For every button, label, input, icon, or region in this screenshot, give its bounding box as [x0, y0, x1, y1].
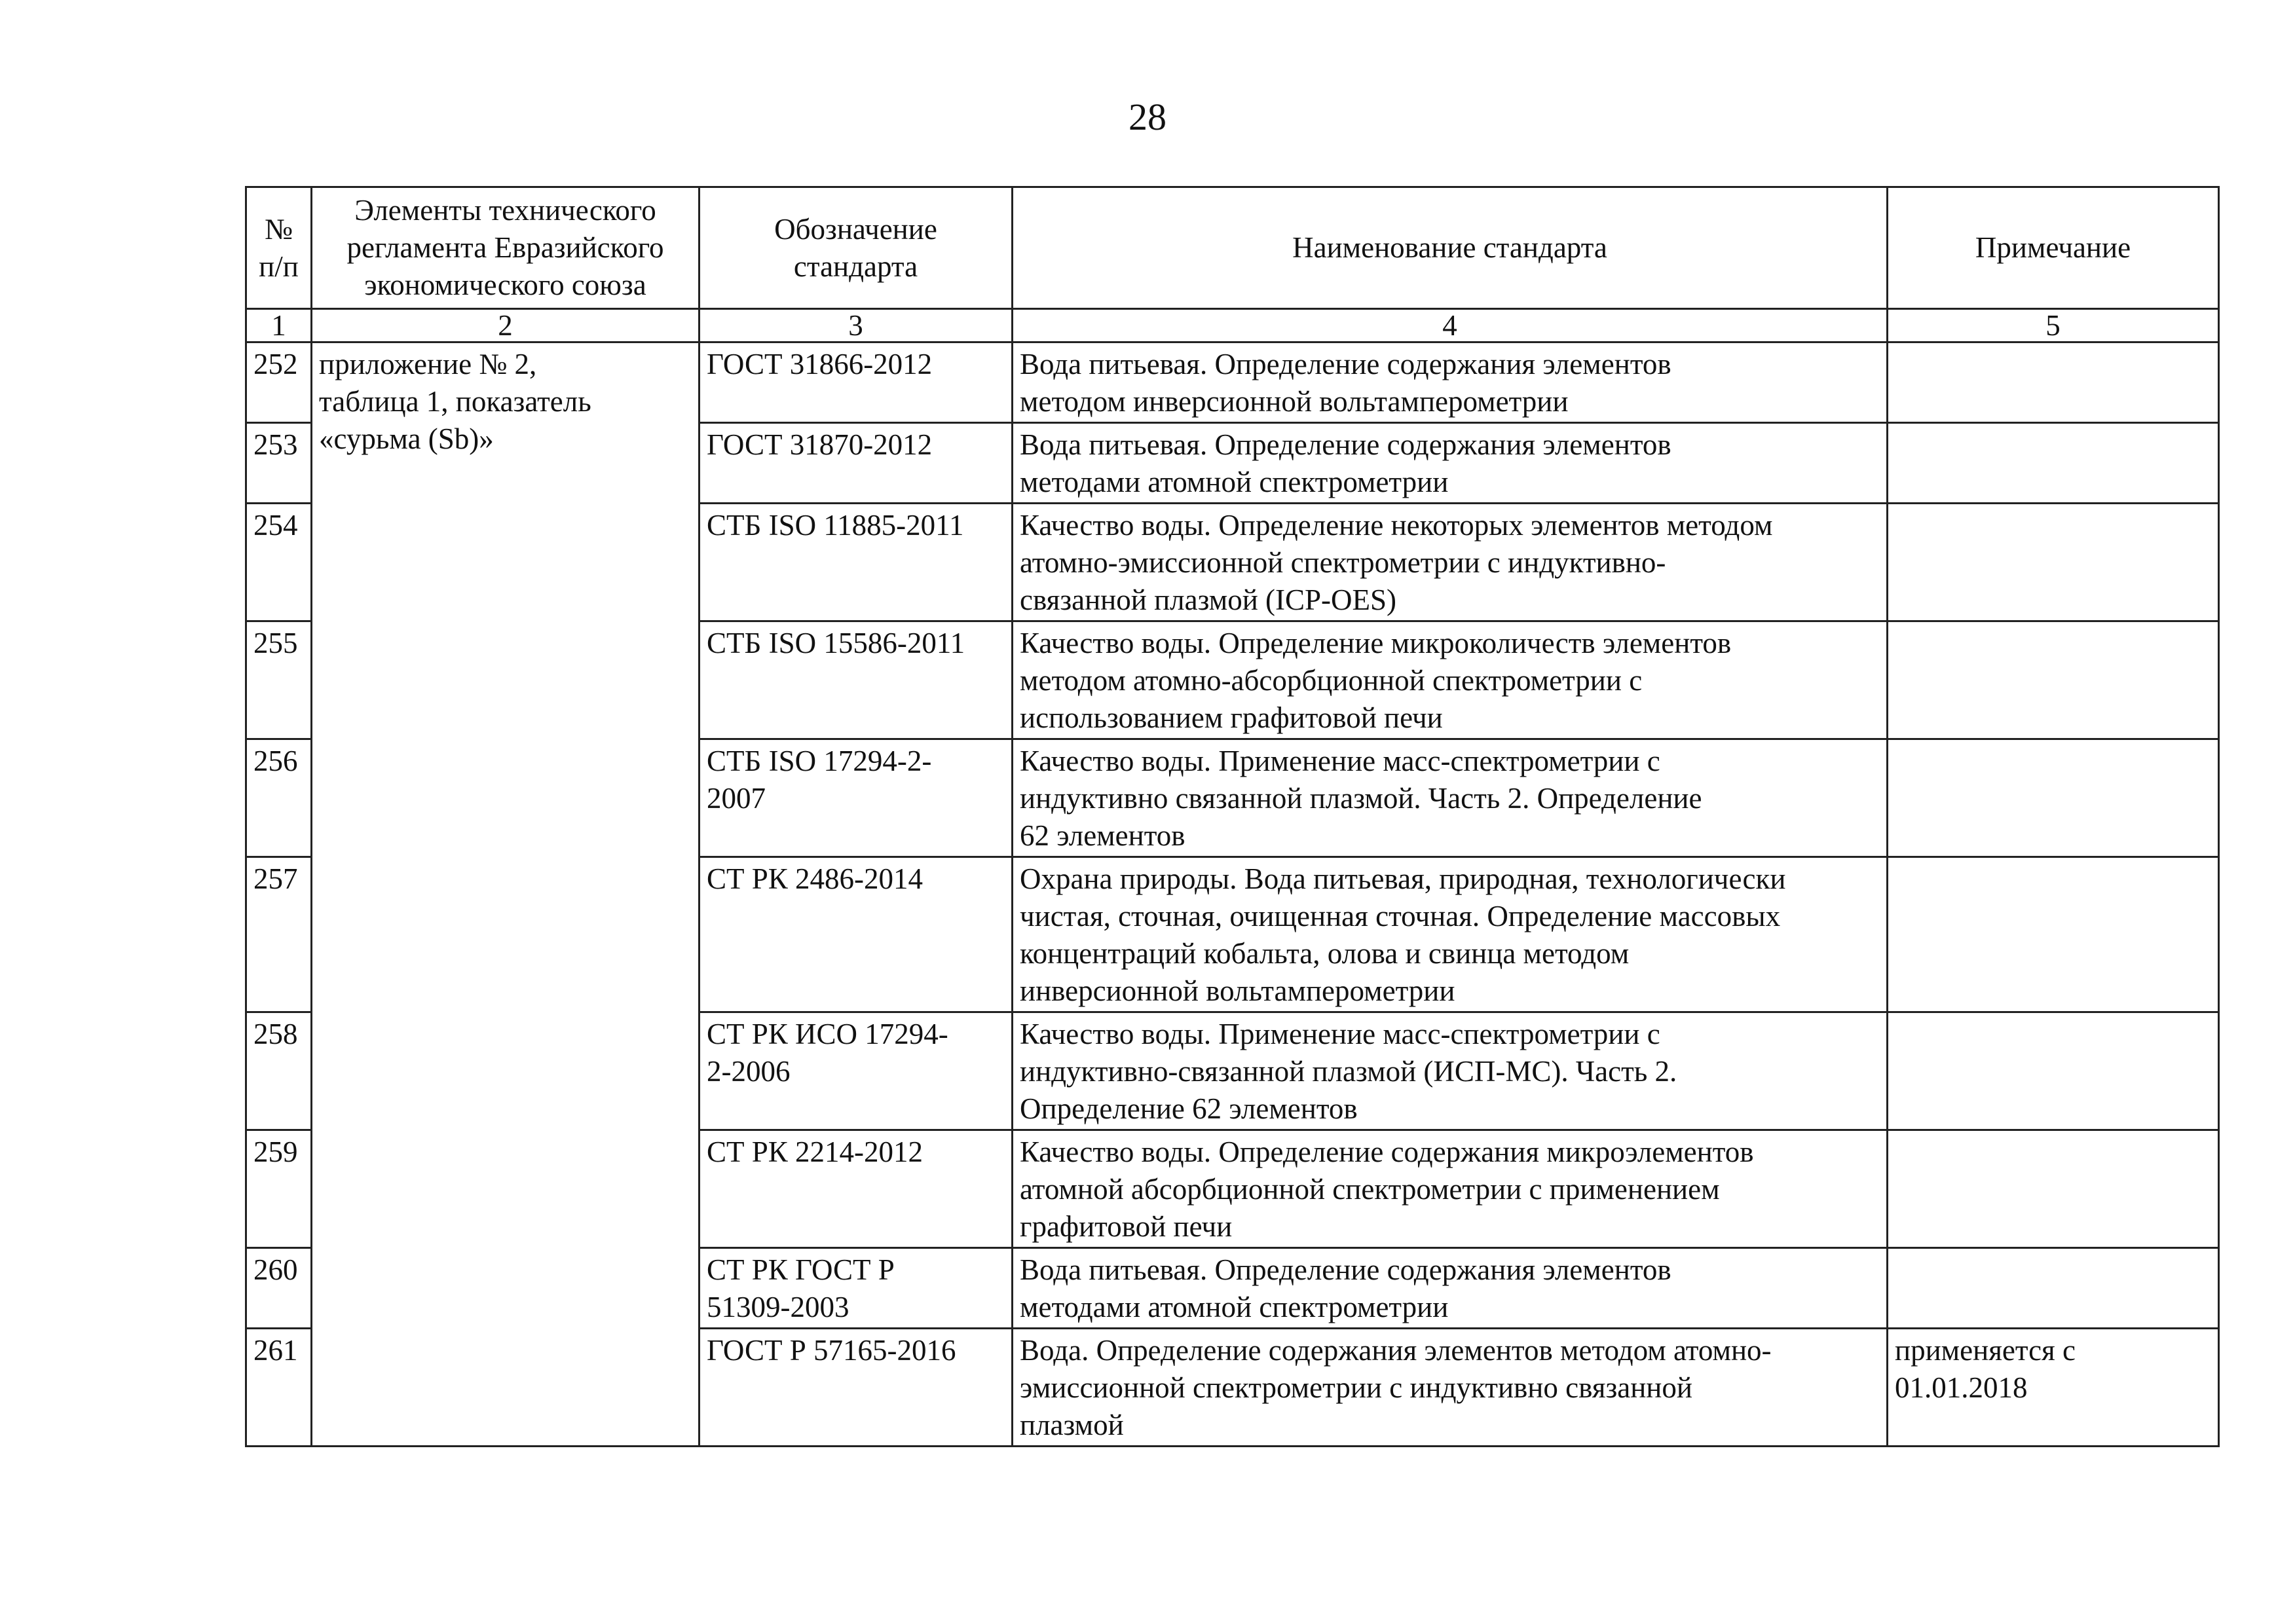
row-number: 258 [246, 1012, 312, 1130]
row-number: 254 [246, 504, 312, 621]
column-number: 4 [1013, 309, 1888, 342]
standard-designation: СТБ ISO 17294-2- 2007 [700, 739, 1013, 857]
header-num: № п/п [246, 187, 312, 309]
table-header-row [246, 187, 2219, 309]
row-number: 257 [246, 857, 312, 1012]
standard-designation: СТБ ISO 15586-2011 [700, 621, 1013, 739]
standard-designation: СТБ ISO 11885-2011 [700, 504, 1013, 621]
row-number: 259 [246, 1130, 312, 1248]
standard-note [1888, 621, 2219, 739]
standard-designation: СТ РК ИСО 17294- 2-2006 [700, 1012, 1013, 1130]
standard-name: Охрана природы. Вода питьевая, природная, технологически чистая, сточная, очищенная сточная. Определение массовых концентраций кобальта, олова и свинца методом инверсионной вольтамперометрии [1013, 857, 1888, 1012]
row-number: 256 [246, 739, 312, 857]
standard-name: Качество воды. Определение некоторых элементов методом атомно-эмиссионной спектрометрии с индуктивно- связанной плазмой (ICP-OES) [1013, 504, 1888, 621]
table-row [246, 342, 2219, 423]
standard-name: Вода питьевая. Определение содержания элементов методами атомной спектрометрии [1013, 1248, 1888, 1329]
header-name: Наименование стандарта [1013, 187, 1888, 309]
header-elements: Элементы технического регламента Евразийского экономического союза [312, 187, 700, 309]
column-number: 5 [1888, 309, 2219, 342]
page-number: 28 [1129, 96, 1166, 138]
row-number: 260 [246, 1248, 312, 1329]
standard-designation: ГОСТ 31870-2012 [700, 423, 1013, 504]
standard-name: Вода питьевая. Определение содержания элементов методом инверсионной вольтамперометрии [1013, 342, 1888, 423]
standard-designation: СТ РК 2214-2012 [700, 1130, 1013, 1248]
standard-note [1888, 739, 2219, 857]
row-number: 253 [246, 423, 312, 504]
standard-name: Качество воды. Применение масс-спектрометрии с индуктивно-связанной плазмой (ИСП-МС). Часть 2. Определение 62 элементов [1013, 1012, 1888, 1130]
standard-note [1888, 423, 2219, 504]
standards-table [245, 186, 2220, 1447]
row-number: 255 [246, 621, 312, 739]
column-numbering-row [246, 309, 2219, 342]
standard-note [1888, 857, 2219, 1012]
standard-designation: СТ РК 2486-2014 [700, 857, 1013, 1012]
standard-note [1888, 1130, 2219, 1248]
row-number: 261 [246, 1329, 312, 1447]
header-note: Примечание [1888, 187, 2219, 309]
standard-designation: ГОСТ 31866-2012 [700, 342, 1013, 423]
column-number: 1 [246, 309, 312, 342]
column-number: 2 [312, 309, 700, 342]
header-designation: Обозначение стандарта [700, 187, 1013, 309]
standard-name: Качество воды. Применение масс-спектрометрии с индуктивно связанной плазмой. Часть 2. Определение 62 элементов [1013, 739, 1888, 857]
standard-name: Качество воды. Определение содержания микроэлементов атомной абсорбционной спектрометрии с применением графитовой печи [1013, 1130, 1888, 1248]
standard-note [1888, 1012, 2219, 1130]
column-number: 3 [700, 309, 1013, 342]
standard-name: Качество воды. Определение микроколичеств элементов методом атомно-абсорбционной спектрометрии с использованием графитовой печи [1013, 621, 1888, 739]
standard-note [1888, 1248, 2219, 1329]
row-number: 252 [246, 342, 312, 423]
standard-note: применяется с 01.01.2018 [1888, 1329, 2219, 1447]
standard-designation: ГОСТ Р 57165-2016 [700, 1329, 1013, 1447]
standard-name: Вода. Определение содержания элементов методом атомно- эмиссионной спектрометрии с индуктивно связанной плазмой [1013, 1329, 1888, 1447]
regulation-elements-cell: приложение № 2, таблица 1, показатель «сурьма (Sb)» [312, 342, 700, 1447]
standard-name: Вода питьевая. Определение содержания элементов методами атомной спектрометрии [1013, 423, 1888, 504]
standard-designation: СТ РК ГОСТ Р 51309-2003 [700, 1248, 1013, 1329]
standard-note [1888, 504, 2219, 621]
standard-note [1888, 342, 2219, 423]
